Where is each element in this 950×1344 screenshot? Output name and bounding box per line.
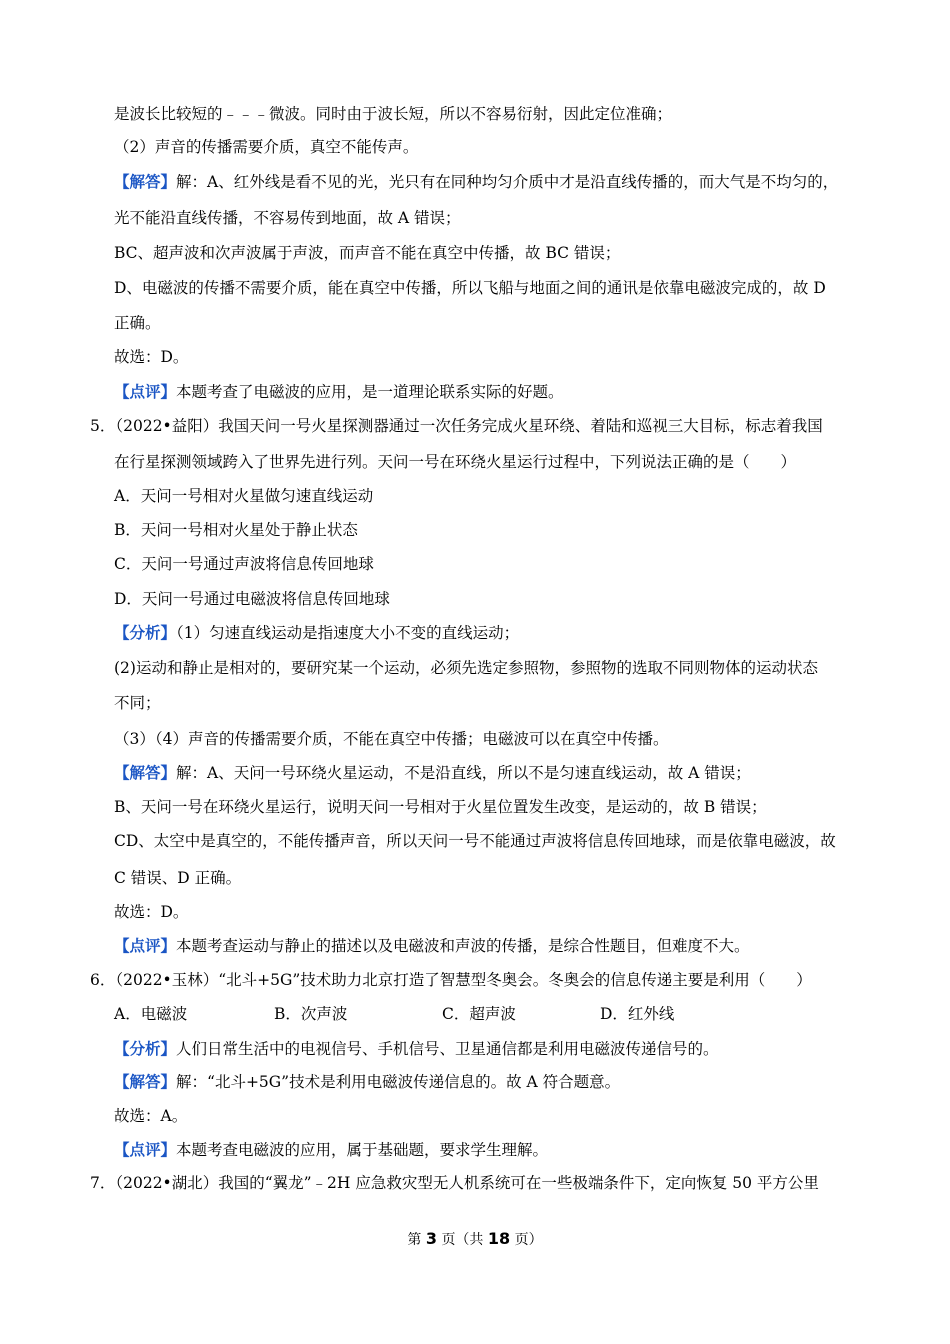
comment-line [114, 1140, 548, 1160]
page-number: 3 [425, 1229, 437, 1248]
text-line: 故选：D。 [114, 903, 189, 921]
option-c: C．天问一号通过声波将信息传回地球 [114, 555, 374, 573]
text-line: D、电磁波的传播不需要介质，能在真空中传播，所以飞船与地面之间的通讯是依靠电磁波完成的，故 D [114, 279, 826, 297]
answer-tag: 【解答】 [114, 1072, 177, 1091]
comment-tag: 【点评】 [114, 936, 177, 955]
analysis-line [114, 1039, 719, 1059]
footer-prefix: 第 [407, 1232, 422, 1248]
comment-tag: 【点评】 [114, 1140, 177, 1159]
analysis-line [114, 623, 519, 643]
option-a: A．电磁波 [114, 1005, 188, 1023]
answer-line [114, 1072, 620, 1092]
text-line: 正确。 [114, 314, 161, 332]
text-line: (2)运动和静止是相对的，要研究某一个运动，必须先选定参照物，参照物的选取不同则物体的运动状态 [114, 659, 818, 677]
footer-suffix: 页） [514, 1232, 543, 1248]
text-line: C 错误、D 正确。 [114, 869, 242, 887]
option-d: D．红外线 [600, 1005, 675, 1023]
text-line: 是波长比较短的﹣﹣﹣微波。同时由于波长短，所以不容易衍射，因此定位准确； [114, 105, 673, 123]
option-d: D．天问一号通过电磁波将信息传回地球 [114, 590, 390, 608]
text-line: B、天问一号在环绕火星运行，说明天问一号相对于火星位置发生改变，是运动的，故 B 错误； [114, 798, 767, 816]
question-7-stem: 7．（2022•湖北）我国的“翼龙”﹣2H 应急救灾型无人机系统可在一些极端条件下，定向恢复 50 平方公里 [90, 1174, 819, 1192]
comment-text: 本题考查了电磁波的应用，是一道理论联系实际的好题。 [176, 383, 564, 401]
question-5-stem: 5．（2022•益阳）我国天问一号火星探测器通过一次任务完成火星环绕、着陆和巡视三大目标，标志着我国 [90, 417, 823, 435]
total-pages: 18 [487, 1229, 511, 1248]
footer-mid: 页（共 [441, 1232, 484, 1248]
text-line: CD、太空中是真空的，不能传播声音，所以天问一号不能通过声波将信息传回地球，而是依靠电磁波，故 [114, 832, 836, 850]
comment-line [114, 936, 750, 956]
question-6-stem: 6．（2022•玉林）“北斗+5G”技术助力北京打造了智慧型冬奥会。冬奥会的信息传递主要是利用（ ） [90, 971, 812, 989]
option-b: B．次声波 [274, 1005, 348, 1023]
answer-tag: 【解答】 [114, 172, 177, 191]
answer-text: 解：“北斗+5G”技术是利用电磁波传递信息的。故 A 符合题意。 [176, 1073, 621, 1091]
answer-line [114, 172, 838, 192]
text-line: （2）声音的传播需要介质，真空不能传声。 [114, 138, 419, 156]
text-line: BC、超声波和次声波属于声波，而声音不能在真空中传播，故 BC 错误； [114, 244, 621, 262]
option-b: B．天问一号相对火星处于静止状态 [114, 521, 358, 539]
answer-text: 解：A、天问一号环绕火星运动，不是沿直线，所以不是匀速直线运动，故 A 错误； [176, 764, 751, 782]
analysis-tag: 【分析】 [114, 623, 177, 642]
answer-line [114, 763, 751, 783]
question-5-stem-cont: 在行星探测领域跨入了世界先进行列。天问一号在环绕火星运行过程中，下列说法正确的是（ ） [114, 453, 797, 471]
text-line: 不同； [114, 694, 161, 712]
answer-text: 解：A、红外线是看不见的光，光只有在同种均匀介质中才是沿直线传播的，而大气是不均匀的， [176, 173, 839, 191]
analysis-text: （1）匀速直线运动是指速度大小不变的直线运动； [176, 624, 520, 642]
text-line: 光不能沿直线传播，不容易传到地面，故 A 错误； [114, 209, 461, 227]
comment-line [114, 382, 564, 402]
comment-text: 本题考查电磁波的应用，属于基础题，要求学生理解。 [176, 1141, 549, 1159]
comment-tag: 【点评】 [114, 382, 177, 401]
analysis-text: 人们日常生活中的电视信号、手机信号、卫星通信都是利用电磁波传递信号的。 [176, 1040, 719, 1058]
text-line: 故选：D。 [114, 348, 189, 366]
answer-tag: 【解答】 [114, 763, 177, 782]
comment-text: 本题考查运动与静止的描述以及电磁波和声波的传播，是综合性题目，但难度不大。 [176, 937, 750, 955]
text-line: （3）（4）声音的传播需要介质，不能在真空中传播；电磁波可以在真空中传播。 [114, 730, 669, 748]
option-c: C．超声波 [442, 1005, 516, 1023]
page-footer [0, 1229, 950, 1250]
option-a: A．天问一号相对火星做匀速直线运动 [114, 487, 374, 505]
analysis-tag: 【分析】 [114, 1039, 177, 1058]
text-line: 故选：A。 [114, 1107, 188, 1125]
